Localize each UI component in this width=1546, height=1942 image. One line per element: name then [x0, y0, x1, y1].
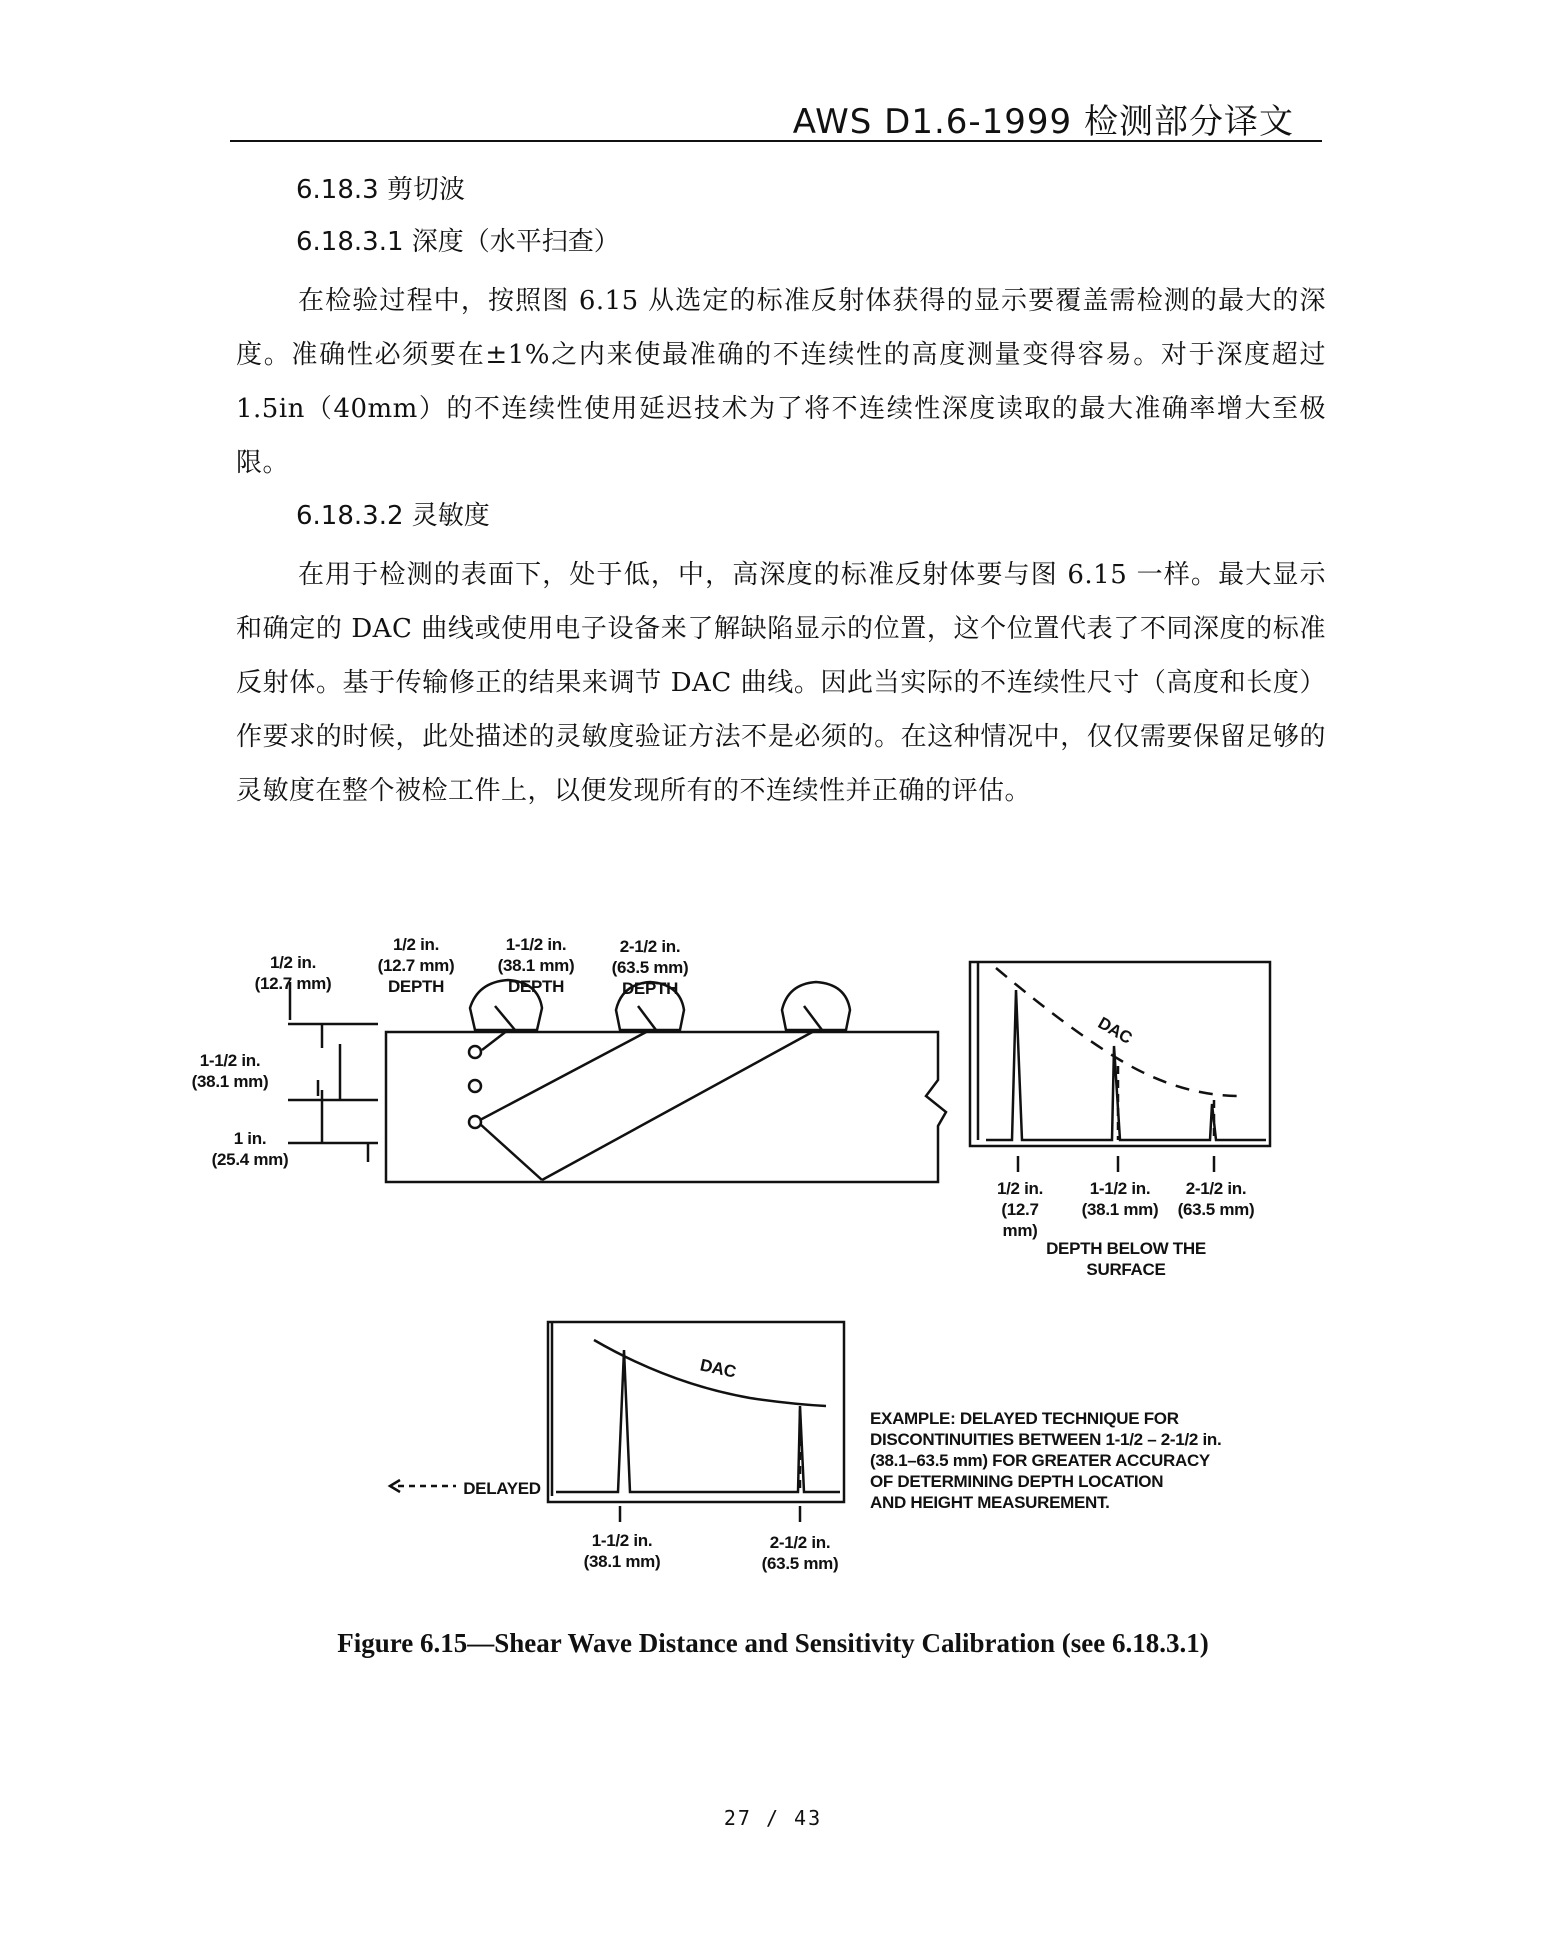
- signal-trace-upper: [986, 990, 1266, 1140]
- page-header: [230, 88, 1322, 142]
- label-probe-3: 2-1/2 in. (63.5 mm) DEPTH: [611, 937, 689, 998]
- paragraph-sensitivity: 在用于检测的表面下，处于低，中，高深度的标准反射体要与图 6.15 一样。最大显示和确定的 DAC 曲线或使用电子设备来了解缺陷显示的位置，这个位置代表了不同深度的标准反射体。基于传输修正的结果来调节 DAC 曲线。因此当实际的不连续性尺寸（高度和长度）作要求的时候，此处描述的灵敏度验证方法不是必须的。在这种情况中，仅仅需要保留足够的灵敏度在整个被检工件上，以便发现所有的不连续性并正确的评估。: [236, 560, 1326, 806]
- heading-6-18-3-1: 6.18.3.1 深度（水平扫查）: [296, 227, 620, 257]
- label-scr1-tick1: 1/2 in. (12.7 mm): [996, 1179, 1044, 1240]
- paragraph-depth: 在检验过程中，按照图 6.15 从选定的标准反射体获得的显示要覆盖需检测的最大的深度。准确性必须要在±1%之内来使最准确的不连续性的高度测量变得容易。对于深度超过 1.5in（40mm）的不连续性使用延迟技术为了将不连续性深度读取的最大准确率增大至极限。: [236, 286, 1326, 478]
- label-scr1-tick2: 1-1/2 in. (38.1 mm): [1081, 1179, 1159, 1219]
- figure-caption: Figure 6.15—Shear Wave Distance and Sensitivity Calibration (see 6.18.3.1): [337, 1628, 1209, 1658]
- label-dac-upper: DAC: [1094, 1013, 1136, 1048]
- label-delayed: DELAYED: [463, 1479, 541, 1498]
- label-dac-lower: DAC: [698, 1355, 738, 1382]
- label-scr2-tick1: 1-1/2 in. (38.1 mm): [583, 1531, 661, 1571]
- heading-6-18-3-2: 6.18.3.2 灵敏度: [296, 501, 490, 531]
- label-top-depth: 1/2 in. (12.7 mm): [254, 953, 332, 993]
- label-example-note: EXAMPLE: DELAYED TECHNIQUE FOR DISCONTINUITIES BETWEEN 1-1/2 – 2-1/2 in. (38.1–63.5 mm) FOR GREATER ACCURACY OF DETERMINING DEPTH LOCATION AND HEIGHT MEASUREMENT.: [870, 1409, 1222, 1512]
- header-title: AWS D1.6-1999 检测部分译文: [792, 102, 1294, 142]
- figure-6-15: [190, 900, 1370, 1630]
- label-left-depth: 1-1/2 in. (38.1 mm): [191, 1051, 269, 1091]
- label-scr1-tick3: 2-1/2 in. (63.5 mm): [1177, 1179, 1255, 1219]
- label-probe-2: 1-1/2 in. (38.1 mm) DEPTH: [497, 935, 575, 996]
- label-scr2-tick2: 2-1/2 in. (63.5 mm): [761, 1533, 839, 1573]
- label-probe-1: 1/2 in. (12.7 mm) DEPTH: [377, 935, 455, 996]
- label-depth-surface: DEPTH BELOW THE SURFACE: [1046, 1239, 1206, 1279]
- heading-6-18-3: 6.18.3 剪切波: [296, 175, 465, 205]
- page-number: 27 / 43: [723, 1806, 823, 1830]
- body-text: [236, 170, 1326, 824]
- label-bottom-depth: 1 in. (25.4 mm): [211, 1129, 289, 1169]
